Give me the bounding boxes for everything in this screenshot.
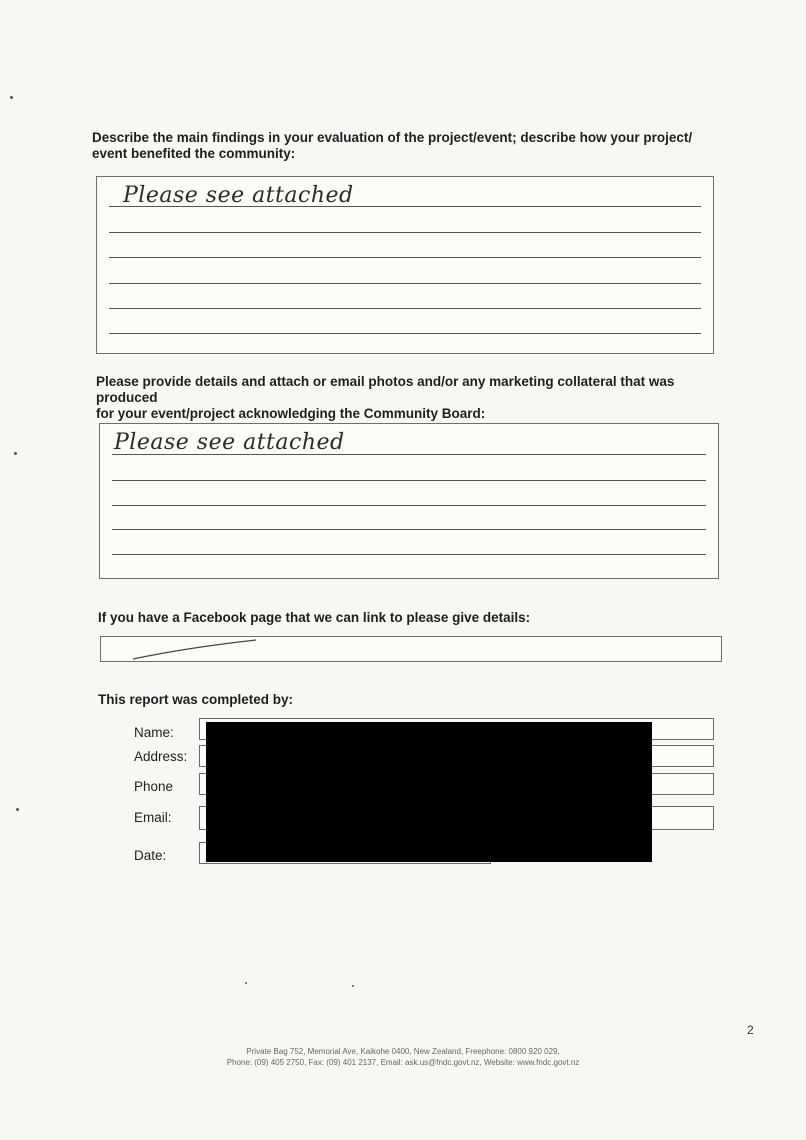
facebook-field[interactable] bbox=[100, 636, 722, 662]
writing-line bbox=[109, 308, 701, 309]
scan-speck bbox=[14, 452, 17, 455]
writing-line bbox=[109, 257, 701, 258]
writing-line bbox=[109, 283, 701, 284]
strike-through-mark bbox=[131, 637, 261, 663]
writing-line bbox=[109, 333, 701, 334]
label-phone: Phone bbox=[134, 779, 174, 794]
answer-box-main-findings[interactable] bbox=[96, 176, 714, 354]
writing-line bbox=[112, 529, 706, 530]
scan-speck bbox=[352, 985, 354, 987]
question-main-findings bbox=[92, 130, 732, 162]
question-facebook: If you have a Facebook page that we can link to please give details: bbox=[98, 610, 531, 625]
question-marketing-collateral bbox=[96, 374, 736, 422]
writing-line bbox=[109, 206, 701, 207]
scan-speck bbox=[10, 96, 13, 99]
scan-speck bbox=[16, 808, 19, 811]
label-address: Address: bbox=[134, 749, 188, 764]
scan-speck bbox=[245, 982, 247, 984]
label-date: Date: bbox=[134, 848, 167, 863]
writing-line bbox=[109, 232, 701, 233]
writing-line bbox=[112, 505, 706, 506]
label-email: Email: bbox=[134, 810, 172, 825]
question-line: Please provide details and attach or email photos and/or any marketing collateral that was produced bbox=[96, 374, 675, 405]
question-line: Describe the main findings in your evaluation of the project/event; describe how your project/ bbox=[92, 130, 693, 145]
question-line: for your event/project acknowledging the Community Board: bbox=[96, 406, 486, 421]
footer-line: Phone: (09) 405 2750, Fax: (09) 401 2137, Email: ask.us@fndc.govt.nz, Website: www.fndc.govt.nz bbox=[226, 1058, 580, 1067]
writing-line bbox=[112, 454, 706, 455]
handwritten-answer: Please see attached bbox=[114, 430, 345, 455]
redaction-block bbox=[206, 722, 652, 862]
completed-by-heading: This report was completed by: bbox=[98, 692, 294, 707]
footer-contact bbox=[0, 1046, 806, 1068]
question-line: event benefited the community: bbox=[92, 146, 296, 161]
page-number: 2 bbox=[747, 1023, 754, 1037]
writing-line bbox=[112, 554, 706, 555]
label-name: Name: bbox=[134, 725, 174, 740]
footer-line: Private Bag 752, Memorial Ave, Kaikohe 0400, New Zealand, Freephone: 0800 920 029, bbox=[246, 1047, 560, 1056]
writing-line bbox=[112, 480, 706, 481]
handwritten-answer: Please see attached bbox=[123, 183, 354, 208]
answer-box-marketing-collateral[interactable] bbox=[99, 423, 719, 579]
